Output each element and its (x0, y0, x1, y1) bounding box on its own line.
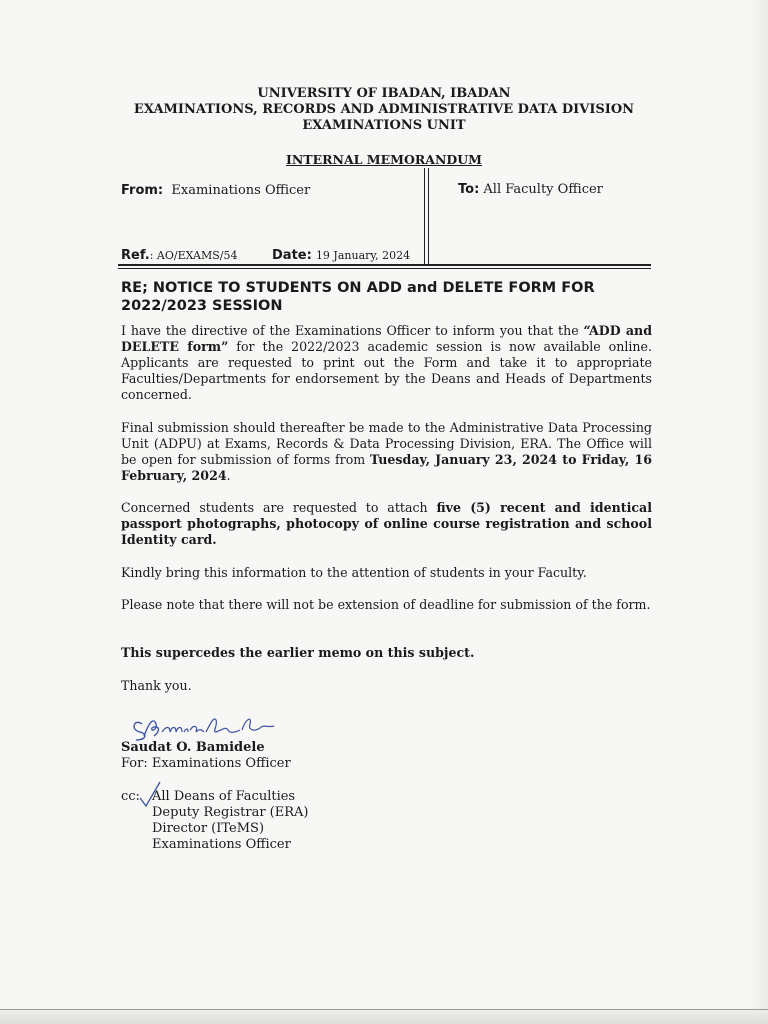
to-field (458, 182, 603, 197)
date-label: Date: (272, 248, 312, 263)
divider-vertical-left (424, 168, 425, 266)
cc-label: cc: (121, 789, 140, 804)
paragraph-1-text-a: I have the directive of the Examinations Officer to inform you that the (121, 323, 584, 338)
cc-recipients (152, 789, 309, 853)
divider-horizontal-bottom (118, 268, 651, 269)
paragraph-1-bold: “ADD and DELETE form” (121, 323, 653, 354)
cc-recipient: Examinations Officer (152, 837, 291, 852)
letterhead (0, 86, 768, 134)
from-field (121, 183, 310, 198)
memo-subject: RE; NOTICE TO STUDENTS ON ADD and DELETE FORM FOR 2022/2023 SESSION (121, 280, 595, 314)
letterhead-university: UNIVERSITY OF IBADAN, IBADAN (257, 86, 511, 101)
divider-vertical-right (428, 168, 429, 266)
ref-field (121, 248, 238, 263)
cc-recipient: Deputy Registrar (ERA) (152, 805, 309, 820)
memo-title: INTERNAL MEMORANDUM (286, 152, 482, 167)
from-value: Examinations Officer (171, 183, 311, 198)
date-field (272, 248, 410, 263)
paragraph-2 (121, 420, 652, 484)
ref-label: Ref. (121, 248, 150, 263)
date-value: 19 January, 2024 (315, 249, 411, 262)
from-label: From: (121, 183, 164, 198)
paragraph-2-text-a: Final submission should thereafter be made to the Administrative Data Processing Unit (ADPU) at Exams, Records & Data Processing Division, ERA. The Office will be open for submission of forms from (121, 420, 652, 467)
paragraph-5: Please note that there will not be extension of deadline for submission of the form. (121, 597, 651, 612)
paragraph-6 (121, 645, 652, 661)
ref-value: : AO/EXAMS/54 (149, 249, 238, 262)
cc-recipient: Director (ITeMS) (152, 821, 265, 836)
paragraph-2-text-b: . (226, 468, 231, 483)
cc-recipient: All Deans of Faculties (152, 789, 296, 804)
paragraph-7: Thank you. (121, 678, 192, 693)
paragraph-3-bold: five (5) recent and identical passport photographs, photocopy of online course registration and school Identity card. (121, 500, 652, 547)
to-value: All Faculty Officer (483, 182, 603, 197)
paragraph-4: Kindly bring this information to the attention of students in your Faculty. (121, 565, 587, 580)
to-label: To: (458, 182, 480, 197)
paragraph-6-bold: This supercedes the earlier memo on this subject. (121, 645, 475, 660)
signatory-name: Saudat O. Bamidele (121, 740, 265, 755)
divider-horizontal-top (118, 264, 651, 266)
signatory-role: For: Examinations Officer (121, 756, 291, 771)
letterhead-unit: EXAMINATIONS UNIT (302, 118, 466, 133)
paragraph-3-text: Concerned students are requested to attach (121, 500, 437, 515)
paragraph-3 (121, 500, 652, 548)
paragraph-1 (121, 323, 652, 403)
paragraph-1-text-b: for the 2022/2023 academic session is now available online. Applicants are requested to print out the Form and take it to appropriate Faculties/Departments for endorsement by the Deans and Heads of Departments concerned. (121, 339, 652, 402)
letterhead-division: EXAMINATIONS, RECORDS AND ADMINISTRATIVE DATA DIVISION (133, 102, 635, 117)
paragraph-2-bold: Tuesday, January 23, 2024 to Friday, 16 February, 2024 (121, 452, 652, 483)
page-edge-bottom (0, 1009, 768, 1024)
